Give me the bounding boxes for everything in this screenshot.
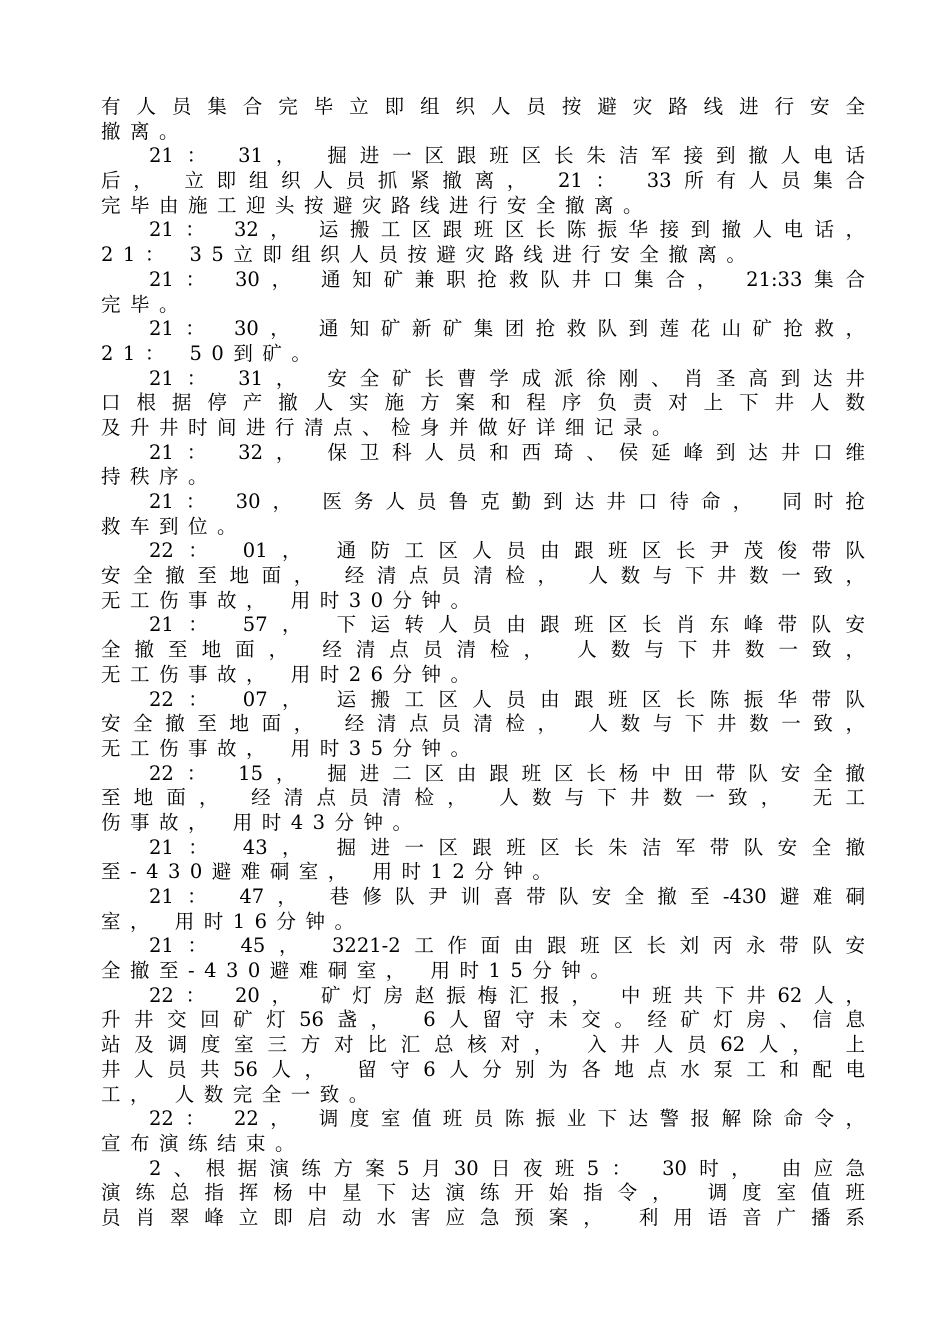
text-line: 21： 30， 医务人员鲁克勤到达井口待命， 同时抢 <box>149 490 865 513</box>
text-line: 至地面， 经清点员清检， 人数与下井数一致， 无工 <box>101 786 865 810</box>
text-line: 撤离。 <box>101 119 189 143</box>
text-line: 21： 47， 巷修队尹训喜带队安全撤至-430避难硐 <box>149 885 865 908</box>
text-line: 有人员集合完毕立即组织人员按避灾路线进行安全 <box>101 95 865 118</box>
text-line: 21： 32， 保卫科人员和西琦、侯延峰到达井口维 <box>149 440 865 464</box>
text-line: 安全撤至地面， 经清点员清检， 人数与下井数一致， <box>101 564 865 588</box>
text-line: 21： 57， 下运转人员由跟班区长肖东峰带队安 <box>149 613 865 637</box>
text-line: 救车到位。 <box>101 514 247 538</box>
text-line: 及升井时间进行清点、检身并做好详细记录。 <box>101 415 682 439</box>
text-line: 21： 35立即组织人员按避灾路线进行安全撤离。 <box>101 243 756 267</box>
text-line: 21： 32， 运搬工区跟班区长陈振华接到撤人电话， <box>149 218 865 242</box>
text-line: 22： 20， 矿灯房赵振梅汇报， 中班共下井62人， <box>149 983 865 1007</box>
text-line: 全撤至地面， 经清点员清检， 人数与下井数一致， <box>101 638 865 662</box>
text-line: 井人员共56人， 留守6人分别为各地点水泵工和配电 <box>101 1057 865 1081</box>
text-line: 后， 立即组织人员抓紧撤离， 21： 33所有人员集合 <box>101 169 865 193</box>
document-body <box>101 95 865 1231</box>
text-line: 21： 45， 3221-2工作面由跟班区长刘丙永带队安 <box>149 934 865 958</box>
text-line: 至-430避难硐室， 用时12分钟。 <box>101 860 562 884</box>
text-line: 22： 15， 掘进二区由跟班区长杨中田带队安全撤 <box>149 761 865 785</box>
text-line: 22： 22， 调度室值班员陈振业下达警报解除命令， <box>149 1107 865 1131</box>
text-line: 完毕。 <box>101 292 189 316</box>
text-line: 工， 人数完全一致。 <box>101 1082 378 1106</box>
text-line: 安全撤至地面， 经清点员清检， 人数与下井数一致， <box>101 712 865 736</box>
text-line: 21： 30， 通知矿新矿集团抢救队到莲花山矿抢救， <box>149 317 865 341</box>
text-line: 21： 31， 掘进一区跟班区长朱洁军接到撤人电话 <box>149 144 865 168</box>
text-line: 22： 07， 运搬工区人员由跟班区长陈振华带队 <box>149 687 865 711</box>
text-line: 升井交回矿灯56盏， 6人留守未交。经矿灯房、信息 <box>101 1008 865 1032</box>
text-line: 宣布演练结束。 <box>101 1131 305 1155</box>
text-line: 完毕由施工迎头按避灾路线进行安全撤离。 <box>101 193 653 217</box>
text-line: 室， 用时16分钟。 <box>101 909 364 933</box>
text-line: 21： 43， 掘进一区跟班区长朱洁军带队安全撤 <box>149 835 865 859</box>
text-line: 22： 01， 通防工区人员由跟班区长尹茂俊带队 <box>149 539 865 563</box>
text-line: 无工伤事故， 用时35分钟。 <box>101 736 480 760</box>
text-line: 21： 30， 通知矿兼职抢救队井口集合， 21:33集合 <box>149 267 865 291</box>
text-line: 持秩序。 <box>101 465 218 489</box>
text-line: 无工伤事故， 用时30分钟。 <box>101 588 480 612</box>
text-line: 口根据停产撤人实施方案和程序负责对上下井人数 <box>101 391 865 415</box>
text-line: 伤事故， 用时43分钟。 <box>101 810 422 834</box>
text-line: 2、根据演练方案5月30日夜班5： 30时， 由应急 <box>149 1156 865 1180</box>
text-line: 21： 31， 安全矿长曹学成派徐刚、肖圣高到达井 <box>149 366 865 390</box>
text-line: 无工伤事故， 用时26分钟。 <box>101 662 480 686</box>
text-line: 员肖翠峰立即启动水害应急预案， 利用语音广播系 <box>101 1205 865 1229</box>
text-line: 21： 50到矿。 <box>101 341 321 365</box>
text-line: 全撤至-430避难硐室， 用时15分钟。 <box>101 959 620 983</box>
text-line: 站及调度室三方对比汇总核对， 入井人员62人， 上 <box>101 1033 865 1057</box>
text-line: 演练总指挥杨中星下达演练开始指令， 调度室值班 <box>101 1181 865 1205</box>
